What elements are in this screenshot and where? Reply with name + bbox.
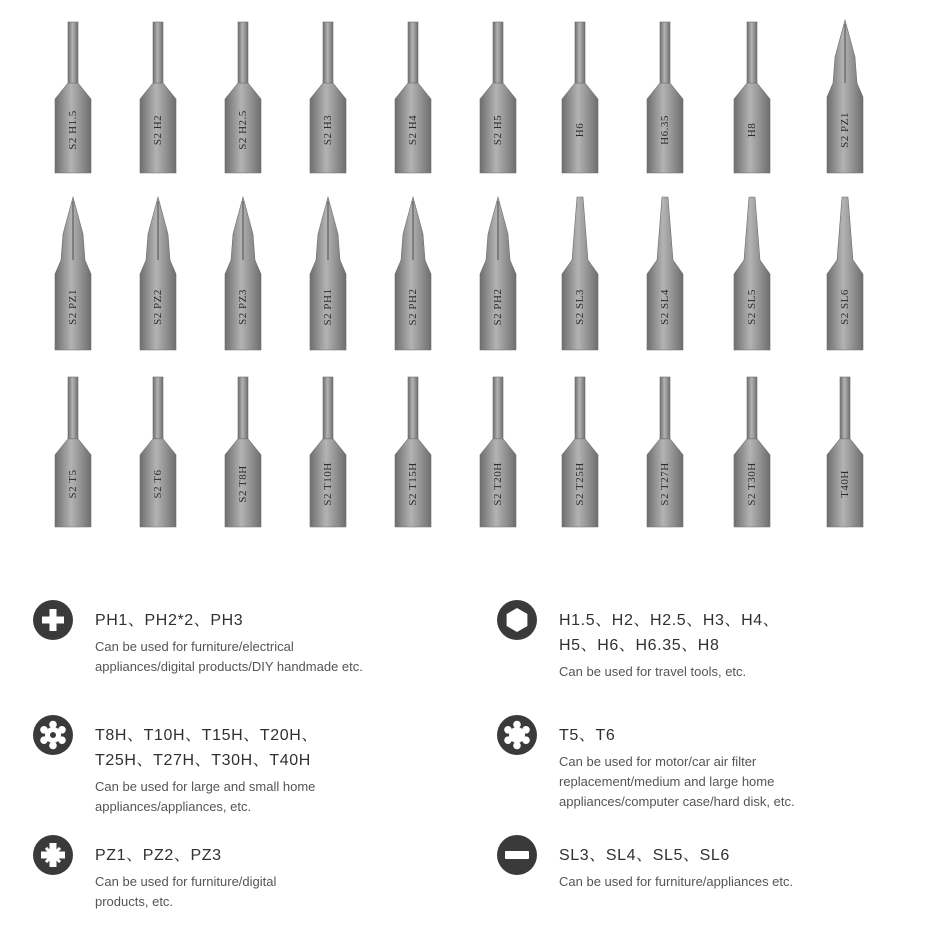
- legend-title-line: H1.5、H2、H2.5、H3、H4、: [559, 612, 780, 629]
- bit-label: H6.35: [659, 114, 671, 145]
- bit-label: S2 SL3: [574, 288, 586, 325]
- torx-bit-shape: [823, 375, 867, 527]
- hex-bit-shape: [391, 18, 435, 173]
- legend-description-line: appliances/digital products/DIY handmade etc.: [95, 659, 363, 674]
- cross-bit-shape: [823, 18, 867, 173]
- torx-icon: [497, 715, 537, 755]
- bit-s2-pz2: [136, 195, 180, 350]
- hex-bit-shape: [136, 18, 180, 173]
- legend-description: [559, 752, 795, 812]
- bit-label: S2 T15H: [407, 462, 419, 507]
- legend-description-line: Can be used for furniture/digital: [95, 874, 277, 889]
- legend-description-line: Can be used for motor/car air filter: [559, 754, 757, 769]
- slot-bit-shape: [823, 195, 867, 350]
- legend-item-torx-security: [33, 715, 453, 825]
- legend-title: [559, 608, 779, 658]
- bit-s2-pz3: [221, 195, 265, 350]
- bit-label: S2 T27H: [659, 462, 671, 507]
- bit-h6-35: [643, 18, 687, 173]
- bit-s2-t30h: [730, 375, 774, 527]
- bit-s2-t20h: [476, 375, 520, 527]
- bit-label: S2 H1.5: [67, 109, 79, 150]
- hex-icon: [497, 600, 537, 640]
- slot-bit-shape: [730, 195, 774, 350]
- bit-label: S2 H5: [492, 114, 504, 145]
- bit-type-legend: [0, 580, 930, 930]
- bit-t40h: [823, 375, 867, 527]
- legend-title-line: H5、H6、H6.35、H8: [559, 637, 720, 654]
- bit-s2-t8h: [221, 375, 265, 527]
- hex-bit-shape: [730, 18, 774, 173]
- legend-title: [95, 723, 318, 773]
- bit-label: S2 PZ2: [152, 288, 164, 325]
- bit-label: S2 T25H: [574, 462, 586, 507]
- bit-s2-h2-5: [221, 18, 265, 173]
- bit-label: S2 PZ1: [839, 111, 851, 148]
- torx-bit-shape: [136, 375, 180, 527]
- bit-s2-ph2: [476, 195, 520, 350]
- legend-item-slotted: [497, 835, 917, 945]
- bit-s2-t6: [136, 375, 180, 527]
- slotted-icon: [497, 835, 537, 875]
- cross-bit-shape: [306, 195, 350, 350]
- legend-title-line: PH1、PH2*2、PH3: [95, 612, 244, 629]
- legend-description-line: Can be used for furniture/electrical: [95, 639, 294, 654]
- bit-label: S2 T8H: [237, 465, 249, 504]
- bit-label: H8: [746, 122, 758, 137]
- bit-h6: [558, 18, 602, 173]
- bit-label: S2 SL4: [659, 288, 671, 325]
- bit-label: S2 H3: [322, 114, 334, 145]
- cross-bit-shape: [221, 195, 265, 350]
- legend-item-pozidriv: [33, 835, 453, 945]
- bit-s2-h5: [476, 18, 520, 173]
- legend-description-line: Can be used for furniture/appliances etc.: [559, 874, 794, 889]
- bit-label: S2 SL6: [839, 288, 851, 325]
- bit-s2-t15h: [391, 375, 435, 527]
- slot-bit-shape: [558, 195, 602, 350]
- bit-h8: [730, 18, 774, 173]
- bit-label: S2 SL5: [746, 288, 758, 325]
- legend-item-phillips: [33, 600, 453, 710]
- legend-item-torx: [497, 715, 917, 825]
- legend-title-line: SL3、SL4、SL5、SL6: [559, 847, 730, 864]
- torx-bit-shape: [221, 375, 265, 527]
- torx-bit-shape: [51, 375, 95, 527]
- bit-label: S2 T20H: [492, 462, 504, 507]
- hex-bit-shape: [558, 18, 602, 173]
- bit-s2-h3: [306, 18, 350, 173]
- legend-description: [559, 662, 746, 682]
- hex-bit-shape: [476, 18, 520, 173]
- legend-description-line: appliances/computer case/hard disk, etc.: [559, 794, 795, 809]
- bit-s2-sl4: [643, 195, 687, 350]
- cross-bit-shape: [391, 195, 435, 350]
- bit-label: S2 T5: [67, 469, 79, 499]
- bit-label: S2 T10H: [322, 462, 334, 507]
- bit-s2-sl3: [558, 195, 602, 350]
- legend-item-hex: [497, 600, 917, 710]
- bit-s2-h2: [136, 18, 180, 173]
- legend-description: [559, 872, 793, 892]
- legend-description-line: Can be used for large and small home: [95, 779, 316, 794]
- bit-s2-ph1: [306, 195, 350, 350]
- bit-s2-t27h: [643, 375, 687, 527]
- legend-title: [559, 723, 615, 748]
- bit-label: S2 PH2: [492, 288, 504, 326]
- legend-description: [95, 637, 363, 677]
- cross-bit-shape: [51, 195, 95, 350]
- legend-description: [95, 872, 276, 912]
- bit-label: S2 T6: [152, 469, 164, 499]
- bit-label: H6: [574, 122, 586, 137]
- slot-bit-shape: [643, 195, 687, 350]
- legend-description: [95, 777, 315, 817]
- torx-security-icon: [33, 715, 73, 755]
- legend-description-line: Can be used for travel tools, etc.: [559, 664, 747, 679]
- bit-s2-pz1: [51, 195, 95, 350]
- bit-s2-h1-5: [51, 18, 95, 173]
- bit-s2-sl6: [823, 195, 867, 350]
- bit-label: S2 T30H: [746, 462, 758, 507]
- bit-label: S2 H4: [407, 114, 419, 145]
- bit-s2-t5: [51, 375, 95, 527]
- legend-description-line: replacement/medium and large home: [559, 774, 775, 789]
- legend-description-line: appliances/appliances, etc.: [95, 799, 252, 814]
- bit-s2-t25h: [558, 375, 602, 527]
- bit-label: S2 PZ3: [237, 288, 249, 325]
- bit-label: S2 H2.5: [237, 109, 249, 150]
- legend-title-line: T8H、T10H、T15H、T20H、: [95, 727, 319, 744]
- hex-bit-shape: [306, 18, 350, 173]
- pozidriv-icon: [33, 835, 73, 875]
- legend-title: [559, 843, 730, 868]
- legend-title: [95, 608, 243, 633]
- bit-label: S2 PH2: [407, 288, 419, 326]
- bit-s2-pz1: [823, 18, 867, 173]
- legend-description-line: products, etc.: [95, 894, 174, 909]
- bit-label: S2 PH1: [322, 288, 334, 326]
- bit-s2-ph2: [391, 195, 435, 350]
- legend-title-line: PZ1、PZ2、PZ3: [95, 847, 222, 864]
- bit-label: S2 H2: [152, 114, 164, 145]
- phillips-icon: [33, 600, 73, 640]
- bit-label: S2 PZ1: [67, 288, 79, 325]
- cross-bit-shape: [136, 195, 180, 350]
- bit-s2-sl5: [730, 195, 774, 350]
- hex-bit-shape: [643, 18, 687, 173]
- cross-bit-shape: [476, 195, 520, 350]
- bit-s2-h4: [391, 18, 435, 173]
- legend-title: [95, 843, 222, 868]
- legend-title-line: T25H、T27H、T30H、T40H: [95, 752, 311, 769]
- legend-title-line: T5、T6: [559, 727, 616, 744]
- bit-s2-t10h: [306, 375, 350, 527]
- bit-label: T40H: [839, 470, 851, 499]
